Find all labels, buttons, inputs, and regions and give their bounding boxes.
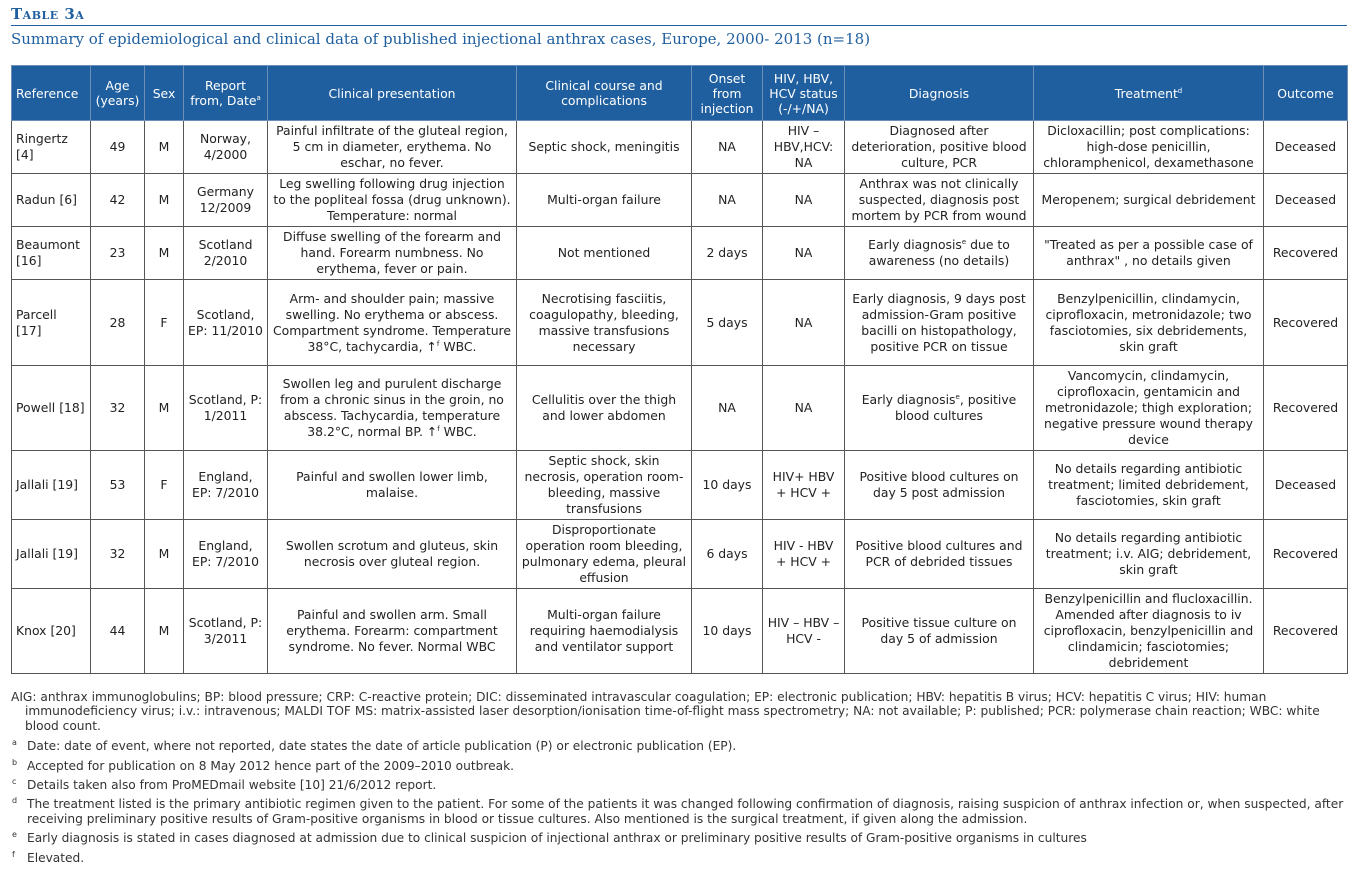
cell-report: Scotland, EP: 11/2010: [184, 280, 268, 366]
footnote-mark: f: [12, 849, 15, 859]
cell-sex: M: [145, 520, 184, 589]
header-report-sup: a: [256, 93, 261, 102]
footnote: [11, 739, 1347, 753]
cell-presentation-text: Arm- and shoulder pain; massive swelling. No erythema or abscess. Compartment syndrome. Temperature 38°C, tachycardia, ↑: [272, 290, 512, 354]
cell-outcome: Recovered: [1264, 227, 1348, 280]
header-course: Clinical course and complications: [517, 66, 692, 121]
cell-diagnosis-rest: due to awareness (no details): [868, 237, 1010, 268]
footnote: [11, 851, 1347, 865]
cell-treatment: Benzylpenicillin and flucloxacillin. Amended after diagnosis to iv ciprofloxacin, benzylpenicillin and clindamicin; fasciotomies; debridement: [1034, 589, 1264, 674]
header-report-text: Report from, Date: [190, 78, 257, 108]
footnote: [11, 759, 1347, 773]
header-treatment-text: Treatment: [1114, 85, 1178, 101]
header-presentation: Clinical presentation: [268, 66, 517, 121]
header-treatment: [1034, 66, 1264, 121]
footnote-text: Date: date of event, where not reported, date states the date of article publication (P) or electronic publication (EP).: [27, 739, 737, 754]
table-row: [12, 451, 1348, 520]
cell-age: 32: [91, 366, 145, 451]
cell-treatment: Vancomycin, clindamycin, ciprofloxacin, gentamicin and metronidazole; thigh exploration; negative pressure wound therapy device: [1034, 366, 1264, 451]
cell-hiv: NA: [763, 174, 845, 227]
cell-presentation: Painful and swollen lower limb, malaise.: [268, 451, 517, 520]
cell-presentation-text: Swollen leg and purulent discharge from a chronic sinus in the groin, no abscess. Tachycardia, temperature 38.2°C, normal BP. ↑: [280, 376, 504, 439]
footnote-text: Elevated.: [27, 850, 85, 865]
header-report: [184, 66, 268, 121]
cell-presentation-rest: WBC.: [439, 424, 477, 439]
table-row: [12, 121, 1348, 174]
footnote-text: Accepted for publication on 8 May 2012 hence part of the 2009–2010 outbreak.: [27, 758, 514, 773]
cell-diagnosis: Diagnosed after deterioration, positive blood culture, PCR: [845, 121, 1034, 174]
cell-course: Necrotising fasciitis, coagulopathy, bleeding, massive transfusions necessary: [517, 280, 692, 366]
cell-report: England, EP: 7/2010: [184, 451, 268, 520]
cell-reference: Beaumont [16]: [12, 227, 91, 280]
cell-outcome: Recovered: [1264, 280, 1348, 366]
table-row: [12, 280, 1348, 366]
cell-hiv: NA: [763, 280, 845, 366]
cell-diagnosis-rest: , positive blood cultures: [895, 392, 1017, 423]
cell-sex: M: [145, 366, 184, 451]
cell-age: 28: [91, 280, 145, 366]
table-caption: Summary of epidemiological and clinical data of published injectional anthrax cases, Europe, 2000- 2013 (n=18): [11, 30, 871, 48]
cell-diagnosis: [845, 366, 1034, 451]
cell-onset: 2 days: [692, 227, 763, 280]
cell-reference: Parcell [17]: [12, 280, 91, 366]
cell-presentation-rest: WBC.: [439, 338, 477, 354]
cell-diagnosis: Positive blood cultures on day 5 post admission: [845, 451, 1034, 520]
cell-onset: 10 days: [692, 451, 763, 520]
cell-course: Multi-organ failure requiring haemodialysis and ventilator support: [517, 589, 692, 674]
table-label: Table 3a: [11, 5, 85, 23]
footnote-ref: e: [961, 237, 967, 246]
cell-diagnosis: Positive tissue culture on day 5 of admission: [845, 589, 1034, 674]
header-age: Age (years): [91, 66, 145, 121]
footnote-ref: f: [437, 424, 440, 433]
cell-outcome: Recovered: [1264, 589, 1348, 674]
footnote-ref: f: [436, 339, 440, 348]
cell-report: Scotland, P: 1/2011: [184, 366, 268, 451]
header-row: [12, 66, 1348, 121]
cell-outcome: Recovered: [1264, 366, 1348, 451]
title-rule: [11, 25, 1347, 26]
cell-treatment: Meropenem; surgical debridement: [1034, 174, 1264, 227]
cell-presentation: Diffuse swelling of the forearm and hand. Forearm numbness. No erythema, fever or pain.: [268, 227, 517, 280]
cell-course: Cellulitis over the thigh and lower abdomen: [517, 366, 692, 451]
cell-onset: NA: [692, 366, 763, 451]
cell-treatment: Dicloxacillin; post complications: high-dose penicillin, chloramphenicol, dexamethasone: [1034, 121, 1264, 174]
footnote-text: Early diagnosis is stated in cases diagnosed at admission due to clinical suspicion of injectional anthrax or preliminary positive results of Gram-positive organisms in cultures: [27, 831, 1087, 846]
footnote-mark: c: [12, 777, 17, 787]
cell-diagnosis: [845, 227, 1034, 280]
cell-onset: 6 days: [692, 520, 763, 589]
footnote-text: The treatment listed is the primary antibiotic regimen given to the patient. For some of the patients it was changed following confirmation of diagnosis, raising suspicion of anthrax infection or, when suspected, after receiving preliminary positive results of Gram-positive organisms in blood or tissue cultures. Also mentioned is the surgical treatment, if given along the admission.: [27, 797, 1344, 826]
cell-onset: NA: [692, 174, 763, 227]
cell-report: England, EP: 7/2010: [184, 520, 268, 589]
cell-presentation: Leg swelling following drug injection to the popliteal fossa (drug unknown). Temperature: normal: [268, 174, 517, 227]
cell-hiv: HIV - HBV + HCV +: [763, 520, 845, 589]
header-treatment-sup: d: [1177, 86, 1183, 95]
cell-treatment: No details regarding antibiotic treatment; limited debridement, fasciotomies, skin graft: [1034, 451, 1264, 520]
cell-age: 32: [91, 520, 145, 589]
cell-onset: 10 days: [692, 589, 763, 674]
cell-age: 23: [91, 227, 145, 280]
cell-report: Germany 12/2009: [184, 174, 268, 227]
footnote-mark: d: [12, 796, 18, 806]
cell-hiv: NA: [763, 227, 845, 280]
cell-sex: M: [145, 589, 184, 674]
cell-age: 44: [91, 589, 145, 674]
cell-treatment: "Treated as per a possible case of anthrax" , no details given: [1034, 227, 1264, 280]
footnote-ref: e: [955, 392, 960, 401]
cell-presentation: Painful and swollen arm. Small erythema. Forearm: compartment syndrome. No fever. Normal WBC: [268, 589, 517, 674]
cell-course: Disproportionate operation room bleeding, pulmonary edema, pleural effusion: [517, 520, 692, 589]
cell-outcome: Deceased: [1264, 174, 1348, 227]
cell-age: 53: [91, 451, 145, 520]
cell-onset: NA: [692, 121, 763, 174]
cell-presentation: Swollen scrotum and gluteus, skin necrosis over gluteal region.: [268, 520, 517, 589]
cell-presentation: [268, 366, 517, 451]
cell-course: Septic shock, meningitis: [517, 121, 692, 174]
cell-report: Scotland, P: 3/2011: [184, 589, 268, 674]
table-row: [12, 174, 1348, 227]
cell-diagnosis: Anthrax was not clinically suspected, diagnosis post mortem by PCR from wound: [845, 174, 1034, 227]
abbreviations-note: AIG: anthrax immunoglobulins; BP: blood pressure; CRP: C-reactive protein; DIC: disseminated intravascular coagulation; EP: electronic publication; HBV: hepatitis B virus; HCV: hepatitis C virus; HIV: human immunodeficiency virus; i.v.: intravenous; MALDI TOF MS: matrix-assisted laser desorption/ionisation time-of-flight mass spectrometry; NA: not available; P: published; PCR: polymerase chain reaction; WBC: white blood count.: [11, 690, 1320, 733]
table-row: [12, 520, 1348, 589]
cell-onset: 5 days: [692, 280, 763, 366]
cell-hiv: HIV – HBV – HCV -: [763, 589, 845, 674]
footnote-mark: b: [12, 757, 18, 767]
cell-reference: Jallali [19]: [12, 451, 91, 520]
header-onset: Onset from injection: [692, 66, 763, 121]
header-hiv: HIV, HBV, HCV status (-/+/NA): [763, 66, 845, 121]
cell-reference: Ringertz [4]: [12, 121, 91, 174]
cell-diagnosis: Early diagnosis, 9 days post admission-Gram positive bacilli on histopathology, positive PCR on tissue: [845, 280, 1034, 366]
cell-report: Scotland 2/2010: [184, 227, 268, 280]
table-row: [12, 227, 1348, 280]
cell-sex: F: [145, 280, 184, 366]
footnote: [11, 831, 1347, 845]
cell-treatment: Benzylpenicillin, clindamycin, ciprofloxacin, metronidazole; two fasciotomies, six debridements, skin graft: [1034, 280, 1264, 366]
cell-age: 49: [91, 121, 145, 174]
cell-presentation: Painful infiltrate of the gluteal region, 5 cm in diameter, erythema. No eschar, no fever.: [268, 121, 517, 174]
cell-reference: Radun [6]: [12, 174, 91, 227]
cell-hiv: NA: [763, 366, 845, 451]
table-notes: [11, 690, 1347, 870]
cell-report: Norway, 4/2000: [184, 121, 268, 174]
header-outcome: Outcome: [1264, 66, 1348, 121]
cell-reference: Knox [20]: [12, 589, 91, 674]
footnote-mark: e: [12, 830, 17, 840]
header-sex: Sex: [145, 66, 184, 121]
cell-course: Multi-organ failure: [517, 174, 692, 227]
cell-sex: M: [145, 121, 184, 174]
cell-age: 42: [91, 174, 145, 227]
cell-hiv: HIV – HBV,HCV: NA: [763, 121, 845, 174]
data-table: [11, 65, 1348, 674]
cell-reference: Powell [18]: [12, 366, 91, 451]
table-row: [12, 589, 1348, 674]
cell-course: Septic shock, skin necrosis, operation room- bleeding, massive transfusions: [517, 451, 692, 520]
cell-diagnosis-text: Early diagnosis: [861, 392, 956, 407]
header-diagnosis: Diagnosis: [845, 66, 1034, 121]
footnote-mark: a: [12, 738, 17, 748]
footnote-text: Details taken also from ProMEDmail website [10] 21/6/2012 report.: [27, 778, 437, 793]
cell-diagnosis: Positive blood cultures and PCR of debrided tissues: [845, 520, 1034, 589]
header-reference: Reference: [12, 66, 91, 121]
cell-sex: F: [145, 451, 184, 520]
table-row: [12, 366, 1348, 451]
cell-outcome: Deceased: [1264, 121, 1348, 174]
cell-hiv: HIV+ HBV + HCV +: [763, 451, 845, 520]
cell-treatment: No details regarding antibiotic treatment; i.v. AIG; debridement, skin graft: [1034, 520, 1264, 589]
cell-diagnosis-text: Early diagnosis: [868, 237, 962, 252]
cell-reference: Jallali [19]: [12, 520, 91, 589]
cell-sex: M: [145, 174, 184, 227]
cell-sex: M: [145, 227, 184, 280]
cell-outcome: Recovered: [1264, 520, 1348, 589]
footnote: [11, 778, 1347, 792]
footnote: [11, 797, 1347, 826]
cell-outcome: Deceased: [1264, 451, 1348, 520]
cell-course: Not mentioned: [517, 227, 692, 280]
cell-presentation: [268, 280, 517, 366]
